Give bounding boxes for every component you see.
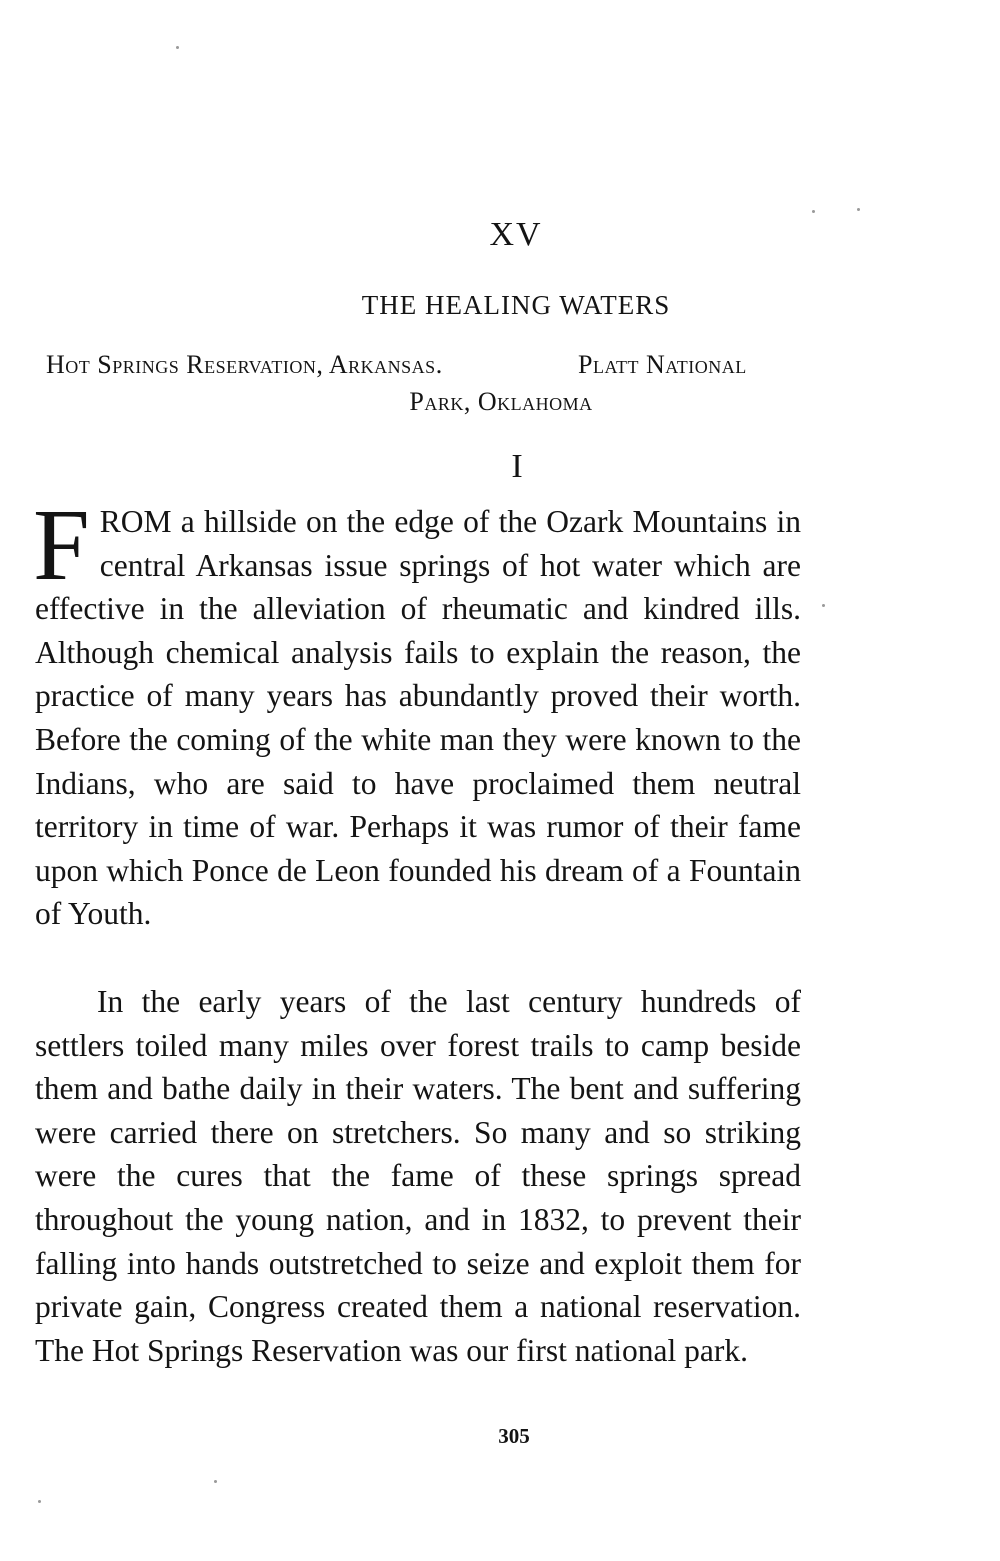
subtitle-platt-national: Platt National (578, 350, 747, 379)
paper-speck (822, 604, 825, 607)
paragraph-1 (33, 489, 801, 936)
section-number: I (511, 448, 523, 485)
page-number: 305 (498, 1424, 530, 1448)
paper-speck (176, 46, 179, 49)
paper-speck (214, 1480, 217, 1483)
chapter-subtitle-line-2: Park, Oklahoma (409, 387, 593, 416)
chapter-title: THE HEALING WATERS (361, 290, 671, 320)
chapter-subtitle-line-1 (0, 350, 1000, 380)
paper-speck (857, 208, 860, 211)
paragraph-2: In the early years of the last century hundreds of settlers toiled many miles over forest trails to camp beside them and bathe daily in their waters. The bent and suffering were carried there on stretchers. So many and so striking were the cures that the fame of these springs spread throughout the young nation, and in 1832, to prevent their falling into hands outstretched to seize and exploit them for private gain, Congress created them a national reservation. The Hot Springs Reservation was our first national park. (35, 984, 801, 1368)
chapter-number: XV (489, 216, 543, 253)
subtitle-hot-springs: Hot Springs Reservation, Arkansas. (46, 350, 443, 379)
paper-speck (812, 210, 815, 213)
paper-speck (38, 1500, 41, 1503)
drop-cap: F (33, 489, 90, 602)
paragraph-1-text: ROM a hillside on the edge of the Ozark Mountains in central Arkansas issue springs of hot water which are effective in the alleviation of rheumatic and kindred ills. Although chemical analysis fails to explain the reason, the practice of many years has abundantly proved their worth. Before the coming of the white man they were known to the Indians, who are said to have proclaimed them neutral territory in time of war. Perhaps it was rumor of their fame upon which Ponce de Leon founded his dream of a Fountain of Youth. (35, 504, 801, 932)
